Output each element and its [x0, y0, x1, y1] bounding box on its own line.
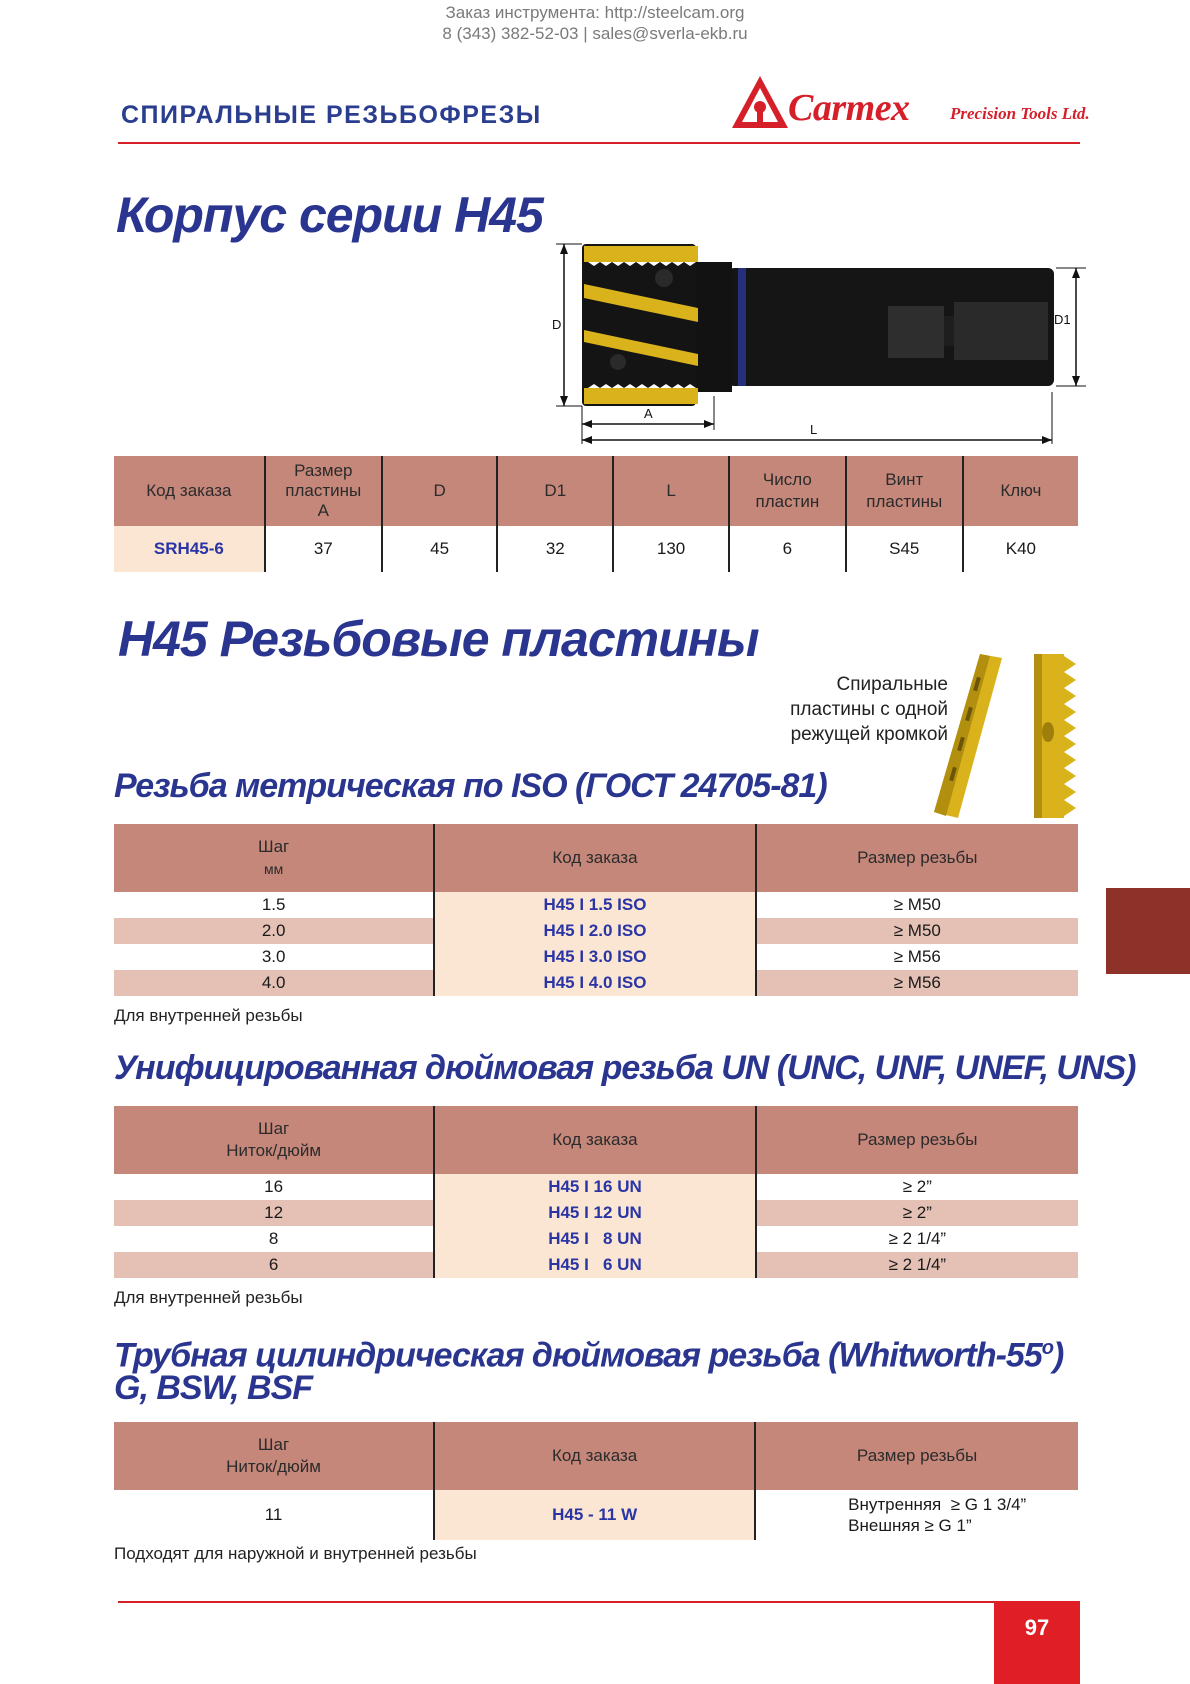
iso-code: H45 I 2.0 ISO: [434, 918, 755, 944]
un-row-4: [114, 1252, 1078, 1278]
whit-col-pitch-l1: Шаг: [257, 1435, 290, 1454]
col-insert-size-l1: Размер: [294, 461, 353, 480]
iso-row-1: [114, 892, 1078, 918]
page-number-box: [994, 1601, 1080, 1684]
un-size: ≥ 2 1/4”: [756, 1252, 1078, 1278]
page-number: 97: [1024, 1615, 1050, 1640]
iso-code: H45 I 1.5 ISO: [434, 892, 755, 918]
section-label: СПИРАЛЬНЫЕ РЕЗЬБОФРЕЗЫ: [121, 101, 542, 129]
holder-title: Корпус серии H45: [116, 187, 543, 243]
holder-screw: S45: [846, 526, 963, 572]
col-count-l1: Число: [762, 470, 812, 489]
inserts-caption: [770, 672, 948, 747]
iso-row-3: [114, 944, 1078, 970]
iso-size: ≥ M50: [756, 892, 1078, 918]
contact-line-phone: 8 (343) 382-52-03 | sales@sverla-ekb.ru: [442, 24, 748, 43]
iso-pitch: 4.0: [114, 970, 434, 996]
logo-name: Carmex: [788, 87, 910, 129]
iso-col-pitch-l2: мм: [264, 861, 284, 877]
un-size: ≥ 2”: [756, 1200, 1078, 1226]
holder-d: 45: [382, 526, 498, 572]
col-screw-l2: пластины: [866, 492, 943, 511]
iso-row-2: [114, 918, 1078, 944]
insert-front-view: [1034, 654, 1076, 818]
contact-info: [0, 2, 1190, 44]
iso-note: Для внутренней резьбы: [114, 1006, 303, 1025]
iso-col-pitch: [114, 824, 434, 892]
whit-col-code: Код заказа: [434, 1422, 755, 1490]
whit-row: [114, 1490, 1078, 1540]
iso-pitch: 1.5: [261, 895, 286, 914]
holder-table: [114, 456, 1078, 572]
un-pitch: 16: [264, 1177, 284, 1196]
un-col-code: Код заказа: [434, 1106, 755, 1174]
iso-pitch: 3.0: [261, 947, 286, 966]
col-screw-l1: Винт: [885, 470, 924, 489]
whit-table: [114, 1422, 1078, 1540]
un-pitch: 8: [268, 1229, 279, 1248]
un-row-1: [114, 1174, 1078, 1200]
holder-d1: 32: [497, 526, 613, 572]
un-pitch: 6: [114, 1252, 434, 1278]
whit-col-size: Размер резьбы: [755, 1422, 1078, 1490]
iso-col-code: Код заказа: [434, 824, 755, 892]
whit-title-close: ): [1052, 1336, 1064, 1375]
un-code: H45 I 16 UN: [434, 1174, 755, 1200]
col-insert-size-l2: пластины: [285, 481, 362, 500]
col-screw: [846, 456, 963, 526]
un-title: Унифицированная дюймовая резьба UN (UNC, UNF, UNEF, UNS): [114, 1049, 1136, 1087]
un-code: H45 I 6 UN: [434, 1252, 755, 1278]
un-table: [114, 1106, 1078, 1278]
iso-table: [114, 824, 1078, 996]
col-l: L: [613, 456, 729, 526]
un-col-pitch: [114, 1106, 434, 1174]
iso-row-4: [114, 970, 1078, 996]
inserts-caption-l1: Спиральные: [836, 674, 948, 695]
col-insert-size: [265, 456, 382, 526]
iso-size: ≥ M56: [756, 944, 1078, 970]
whit-size: [755, 1490, 1078, 1540]
un-col-pitch-l1: Шаг: [258, 1119, 290, 1138]
un-size: ≥ 2 1/4”: [756, 1226, 1078, 1252]
side-tab: [1106, 888, 1190, 974]
inserts-caption-l3: режущей кромкой: [790, 724, 948, 745]
un-size: ≥ 2”: [756, 1174, 1078, 1200]
holder-table-header: [114, 456, 1078, 526]
whit-col-pitch: [114, 1422, 434, 1490]
iso-table-header: [114, 824, 1078, 892]
carmex-logo: [730, 72, 1090, 134]
dim-d1-label: D1: [1054, 312, 1071, 327]
holder-table-row: [114, 526, 1078, 572]
col-count: [729, 456, 846, 526]
whit-table-header: [114, 1422, 1078, 1490]
whit-title-line2: G, BSW, BSF: [114, 1369, 313, 1407]
footer-divider: [118, 1601, 998, 1603]
dim-d-label: D: [552, 317, 562, 332]
un-col-pitch-l2: Ниток/дюйм: [226, 1141, 322, 1160]
whit-code: H45 - 11 W: [434, 1490, 755, 1540]
header-divider: [118, 142, 1080, 144]
insert-side-view: [934, 654, 1002, 818]
iso-size: ≥ M56: [756, 970, 1078, 996]
col-code: Код заказа: [114, 456, 265, 526]
inserts-caption-l2: пластины с одной: [790, 699, 948, 720]
holder-key: K40: [963, 526, 1078, 572]
whit-size-external: Внешняя ≥ G 1”: [848, 1516, 972, 1535]
holder-count: 6: [729, 526, 846, 572]
dim-l-label: L: [810, 422, 818, 437]
holder-a: 37: [265, 526, 382, 572]
holder-drawing: [548, 232, 1088, 450]
iso-size: ≥ M50: [756, 918, 1078, 944]
col-count-l2: пластин: [755, 492, 820, 511]
insert-images: [930, 652, 1082, 820]
un-code: H45 I 8 UN: [434, 1226, 755, 1252]
carmex-emblem-icon: [730, 74, 790, 132]
iso-code: H45 I 3.0 ISO: [434, 944, 755, 970]
holder-l: 130: [613, 526, 729, 572]
holder-code: SRH45-6: [114, 526, 265, 572]
inserts-title: H45 Резьбовые пластины: [118, 611, 759, 667]
col-d: D: [382, 456, 498, 526]
whit-title-l1: Трубная цилиндрическая дюймовая резьба (Whitworth-55: [114, 1336, 1042, 1375]
whit-note: Подходят для наружной и внутренней резьбы: [114, 1544, 477, 1563]
un-note: Для внутренней резьбы: [114, 1288, 303, 1307]
iso-code: H45 I 4.0 ISO: [434, 970, 755, 996]
whit-col-pitch-l2: Ниток/дюйм: [226, 1457, 321, 1476]
un-row-3: [114, 1226, 1078, 1252]
dim-a-label: A: [644, 406, 653, 421]
col-insert-size-l3: A: [317, 501, 329, 520]
iso-pitch: 2.0: [114, 918, 434, 944]
un-pitch: 12: [114, 1200, 434, 1226]
un-code: H45 I 12 UN: [434, 1200, 755, 1226]
contact-line-url: Заказ инструмента: http://steelcam.org: [445, 3, 745, 22]
logo-subtitle: Precision Tools Ltd.: [950, 104, 1090, 123]
iso-col-size: Размер резьбы: [756, 824, 1078, 892]
iso-title: Резьба метрическая по ISO (ГОСТ 24705-81): [114, 767, 827, 805]
un-row-2: [114, 1200, 1078, 1226]
col-d1: D1: [497, 456, 613, 526]
whit-title-degree: o: [1041, 1337, 1053, 1359]
col-key: Ключ: [963, 456, 1078, 526]
un-col-size: Размер резьбы: [756, 1106, 1078, 1174]
whit-pitch: 11: [264, 1505, 283, 1524]
un-table-header: [114, 1106, 1078, 1174]
iso-col-pitch-l1: Шаг: [258, 837, 290, 856]
whit-size-internal: Внутренняя ≥ G 1 3/4”: [848, 1495, 1027, 1514]
